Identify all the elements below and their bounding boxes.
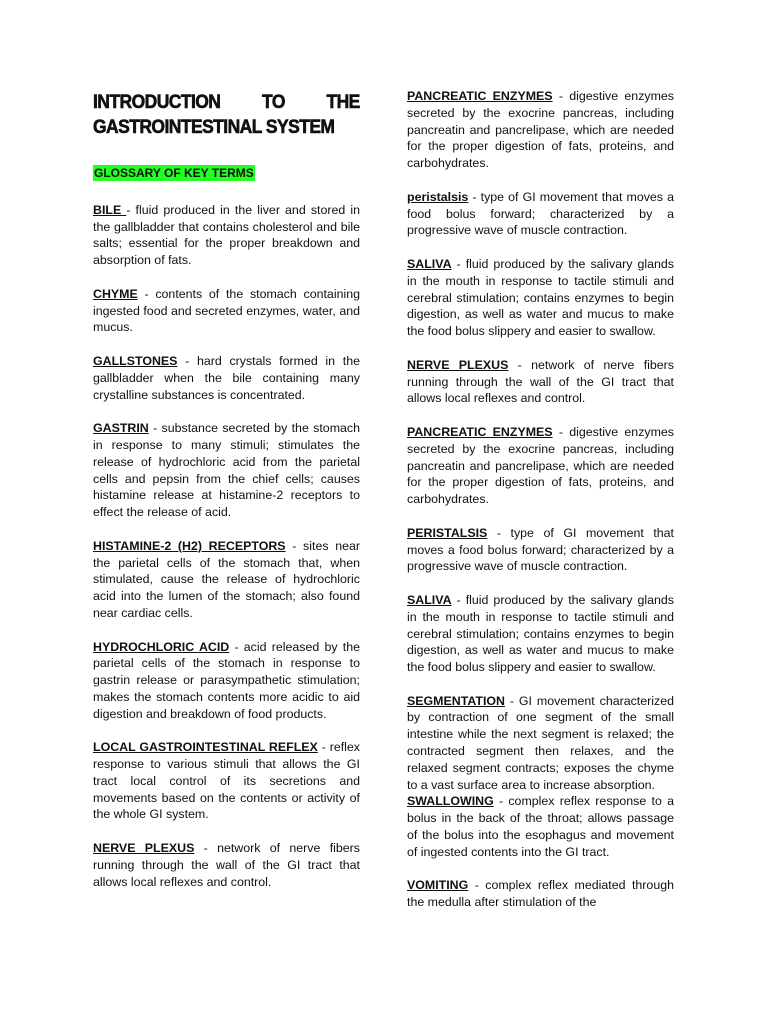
glossary-term: PANCREATIC ENZYMES <box>407 89 553 103</box>
title-word: THE <box>326 92 360 113</box>
glossary-entry <box>93 538 360 622</box>
glossary-entry <box>93 840 360 890</box>
glossary-definition: - sites near the parietal cells of the stomach that, when stimulated, cause the release of hydrochloric acid into the lumen of the stomach; also found near cardiac cells. <box>93 538 361 620</box>
left-column <box>93 88 360 890</box>
glossary-entry <box>407 693 674 794</box>
glossary-term: NERVE PLEXUS <box>93 841 195 856</box>
glossary-definition: - GI movement characterized by contraction of one segment of the small intestine while the next segment is relaxed; the contracted segment then relaxes, and the relaxed segment contracts; exposes the chyme to a vast surface area to increase absorption. <box>407 693 674 792</box>
glossary-definition: - complex reflex mediated through the medulla after stimulation of the <box>407 878 674 910</box>
glossary-definition: - fluid produced in the liver and stored in the gallbladder that contains cholesterol and bile salts; essential for the proper breakdown and absorption of fats. <box>93 202 360 268</box>
glossary-term: HYDROCHLORIC ACID <box>93 639 230 654</box>
glossary-entry <box>407 877 674 911</box>
glossary-definition: - network of nerve fibers running through the wall of the GI tract that allows local reflexes and control. <box>407 357 674 406</box>
title-line-1 <box>93 90 360 115</box>
document-title <box>93 90 360 140</box>
glossary-term: SALIVA <box>407 256 452 271</box>
glossary-entry <box>407 256 674 340</box>
glossary-entry <box>407 357 674 407</box>
glossary-entry <box>93 286 360 336</box>
glossary-term: GASTRIN <box>93 421 149 436</box>
glossary-entry <box>407 424 674 508</box>
glossary-term: BILE <box>93 202 127 217</box>
glossary-entry <box>407 88 674 172</box>
glossary-term: LOCAL GASTROINTESTINAL REFLEX <box>93 740 318 755</box>
glossary-entry <box>93 353 360 403</box>
glossary-term: CHYME <box>93 286 138 301</box>
glossary-heading: GLOSSARY OF KEY TERMS <box>94 166 254 180</box>
right-column <box>407 88 674 911</box>
glossary-term: VOMITING <box>407 878 469 893</box>
glossary-term: GALLSTONES <box>93 353 178 368</box>
glossary-term: HISTAMINE-2 (H2) RECEPTORS <box>93 538 286 553</box>
glossary-term: PANCREATIC ENZYMES <box>407 424 553 439</box>
title-word: INTRODUCTION <box>93 92 221 113</box>
glossary-entry <box>407 189 674 239</box>
glossary-entry <box>407 525 674 575</box>
glossary-definition: - reflex response to various stimuli that allows the GI tract local control of its secretions and movements based on the contents or activity of the whole GI system. <box>93 740 360 822</box>
glossary-definition: - hard crystals formed in the gallbladder when the bile containing many crystalline substances is concentrated. <box>93 353 360 402</box>
glossary-entry <box>93 739 360 823</box>
glossary-definition: - acid released by the parietal cells of the stomach in response to gastrin release or parasympathetic stimulation; makes the stomach contents more acidic to aid digestion and breakdown of food products. <box>93 639 360 721</box>
glossary-definition: - complex reflex response to a bolus in the back of the throat; allows passage of the bolus into the esophagus and movement of ingested contents into the GI tract. <box>407 794 674 859</box>
glossary-entry <box>93 420 360 521</box>
glossary-definition: - fluid produced by the salivary glands in the mouth in response to tactile stimuli and cerebral stimulation; contains enzymes to begin digestion, as well as water and mucus to make the food bolus slippery and easier to swallow. <box>407 592 674 675</box>
glossary-term: peristalsis <box>407 189 469 204</box>
glossary-definition: - fluid produced by the salivary glands in the mouth in response to tactile stimuli and cerebral stimulation; contains enzymes to begin digestion, as well as water and mucus to make the food bolus slippery and easier to swallow. <box>407 256 674 339</box>
glossary-definition: - substance secreted by the stomach in response to many stimuli; stimulates the release of hydrochloric acid from the parietal cells and pepsin from the chief cells; causes histamine release at histamine-2 receptors to effect the release of acid. <box>93 421 360 520</box>
glossary-entry <box>407 592 674 676</box>
glossary-entry <box>93 202 360 269</box>
glossary-term: SEGMENTATION <box>407 693 505 708</box>
glossary-definition: - digestive enzymes secreted by the exocrine pancreas, including pancreatin and pancrelipase, which are needed for the proper digestion of fats, proteins, and carbohydrates. <box>407 89 674 171</box>
glossary-term: SALIVA <box>407 592 452 607</box>
glossary-entry <box>93 639 360 723</box>
glossary-term: PERISTALSIS <box>407 525 488 540</box>
glossary-definition: - digestive enzymes secreted by the exocrine pancreas, including pancreatin and pancrelipase, which are needed for the proper digestion of fats, proteins, and carbohydrates. <box>407 424 674 507</box>
glossary-definition: - contents of the stomach containing ingested food and secreted enzymes, water, and mucus. <box>93 286 360 335</box>
title-word: TO <box>262 92 285 113</box>
glossary-definition: - type of GI movement that moves a food bolus forward; characterized by a progressive wave of muscle contraction. <box>407 525 674 574</box>
glossary-entry <box>407 793 674 860</box>
glossary-definition: - network of nerve fibers running through the wall of the GI tract that allows local reflexes and control. <box>93 841 360 889</box>
glossary-term: SWALLOWING <box>407 794 494 809</box>
glossary-definition: - type of GI movement that moves a food bolus forward; characterized by a progressive wave of muscle contraction. <box>407 189 674 238</box>
title-line-2: GASTROINTESTINAL SYSTEM <box>93 117 335 138</box>
glossary-term: NERVE PLEXUS <box>407 357 509 372</box>
